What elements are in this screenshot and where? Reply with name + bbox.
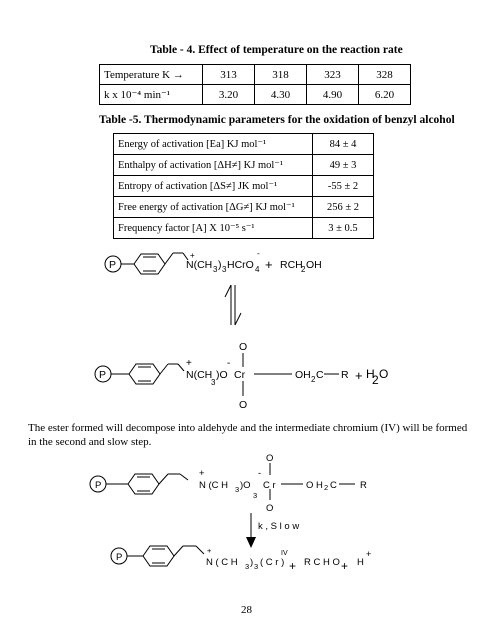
plus-sign: +	[265, 257, 273, 272]
equilibrium-arrow	[225, 285, 241, 325]
polymer-label: P	[116, 552, 123, 563]
oxygen-label: O	[266, 453, 274, 464]
table-cell: 84 ± 4	[313, 134, 374, 155]
oxygen-label: O	[239, 399, 248, 411]
formula-subscript: 3	[253, 491, 258, 500]
oxygen-label: O	[266, 503, 274, 514]
table-cell: 328	[359, 65, 411, 85]
formula-subscript: 2	[301, 265, 306, 274]
table5-caption: Table -5. Thermodynamic parameters for the oxidation of benzyl alcohol	[99, 114, 455, 126]
arrow-label: k , S l o w	[258, 521, 300, 532]
charge-label: +	[190, 251, 195, 260]
table-cell: Enthalpy of activation [ΔH≠] KJ mol⁻¹	[114, 155, 313, 176]
charge-label: +	[186, 358, 192, 369]
polymer-label: P	[99, 369, 107, 381]
plus-sign: +	[289, 559, 297, 573]
plus-sign: +	[341, 559, 349, 573]
table-cell: -55 ± 2	[313, 176, 374, 197]
scheme4-structure	[111, 546, 204, 566]
formula-subscript: 3	[235, 485, 240, 494]
table-cell: 4.30	[255, 85, 307, 105]
formula-text: C	[316, 369, 324, 381]
table-cell: 313	[203, 65, 255, 85]
formula-text: )	[250, 557, 254, 568]
table-cell: 4.90	[307, 85, 359, 105]
formula-text: R	[360, 480, 367, 491]
formula-text: )O	[240, 480, 251, 491]
formula-subscript: 3	[254, 562, 259, 571]
formula-text: N(CH	[186, 369, 213, 381]
formula-text: C	[330, 480, 337, 491]
formula-text: O	[379, 367, 389, 381]
charge-label: +	[207, 546, 212, 555]
formula-text: R C H O	[304, 557, 340, 568]
formula-text: )	[218, 259, 222, 271]
page-number: 28	[241, 604, 252, 616]
formula-text: OH	[306, 259, 322, 271]
table-cell: Energy of activation [Ea] KJ mol⁻¹	[114, 134, 313, 155]
formula-text: N (C H	[199, 480, 229, 491]
formula-text: )O	[216, 369, 228, 381]
formula-text: C r	[263, 480, 276, 491]
charge-label: -	[257, 249, 260, 258]
table-cell: 256 ± 2	[313, 197, 374, 218]
formula-text: Cr	[234, 369, 246, 381]
formula-text: O H	[306, 480, 323, 491]
table-cell: 3.20	[203, 85, 255, 105]
formula-subscript: 3	[213, 265, 218, 274]
polymer-label: P	[95, 480, 102, 491]
formula-text: H	[357, 557, 364, 568]
formula-subscript: 2	[372, 373, 379, 387]
formula-subscript: 3	[222, 265, 227, 274]
plus-sign: +	[355, 368, 363, 383]
table-cell: Temperature K →	[100, 65, 203, 85]
formula-text: OH	[295, 369, 311, 381]
table-cell: 6.20	[359, 85, 411, 105]
formula-subscript: 2	[311, 375, 316, 384]
formula-text: N ( C H	[206, 557, 238, 568]
charge-label: -	[227, 358, 231, 369]
table-cell: Frequency factor [A] X 10⁻⁵ s⁻¹	[114, 218, 313, 239]
formula-text: RCH	[280, 259, 303, 271]
charge-label: +	[199, 468, 205, 479]
oxygen-label: O	[239, 341, 248, 353]
table-cell: 3 ± 0.5	[313, 218, 374, 239]
charge-label: +	[366, 549, 372, 559]
formula-text: ( C r )	[260, 557, 285, 568]
formula-text: N(CH	[186, 259, 213, 271]
formula-subscript: 4	[255, 265, 260, 274]
formula-subscript: 3	[211, 378, 216, 387]
formula-text: R	[341, 369, 349, 381]
formula-text: H	[366, 367, 375, 381]
formula-subscript: 2	[324, 483, 329, 492]
table-cell: 323	[307, 65, 359, 85]
table-cell: 49 ± 3	[313, 155, 374, 176]
down-arrowhead	[246, 537, 256, 548]
table-cell: Entropy of activation [ΔS≠] JK mol⁻¹	[114, 176, 313, 197]
table4-caption: Table - 4. Effect of temperature on the reaction rate	[150, 44, 403, 56]
formula-subscript: 3	[245, 562, 250, 571]
table-cell: 318	[255, 65, 307, 85]
table-cell: Free energy of activation [ΔG≠] KJ mol⁻¹	[114, 197, 313, 218]
formula-text: HCrO	[227, 259, 254, 271]
polymer-label: P	[109, 259, 117, 271]
charge-label: -	[258, 468, 262, 479]
scheme1-structure	[105, 253, 188, 274]
oxidation-state: IV	[281, 550, 288, 557]
table-cell: k x 10⁻⁴ min⁻¹	[100, 85, 203, 105]
body-paragraph: The ester formed will decompose into aldehyde and the intermediate chromium (IV) will be formed in the second and slow step.	[28, 422, 468, 448]
